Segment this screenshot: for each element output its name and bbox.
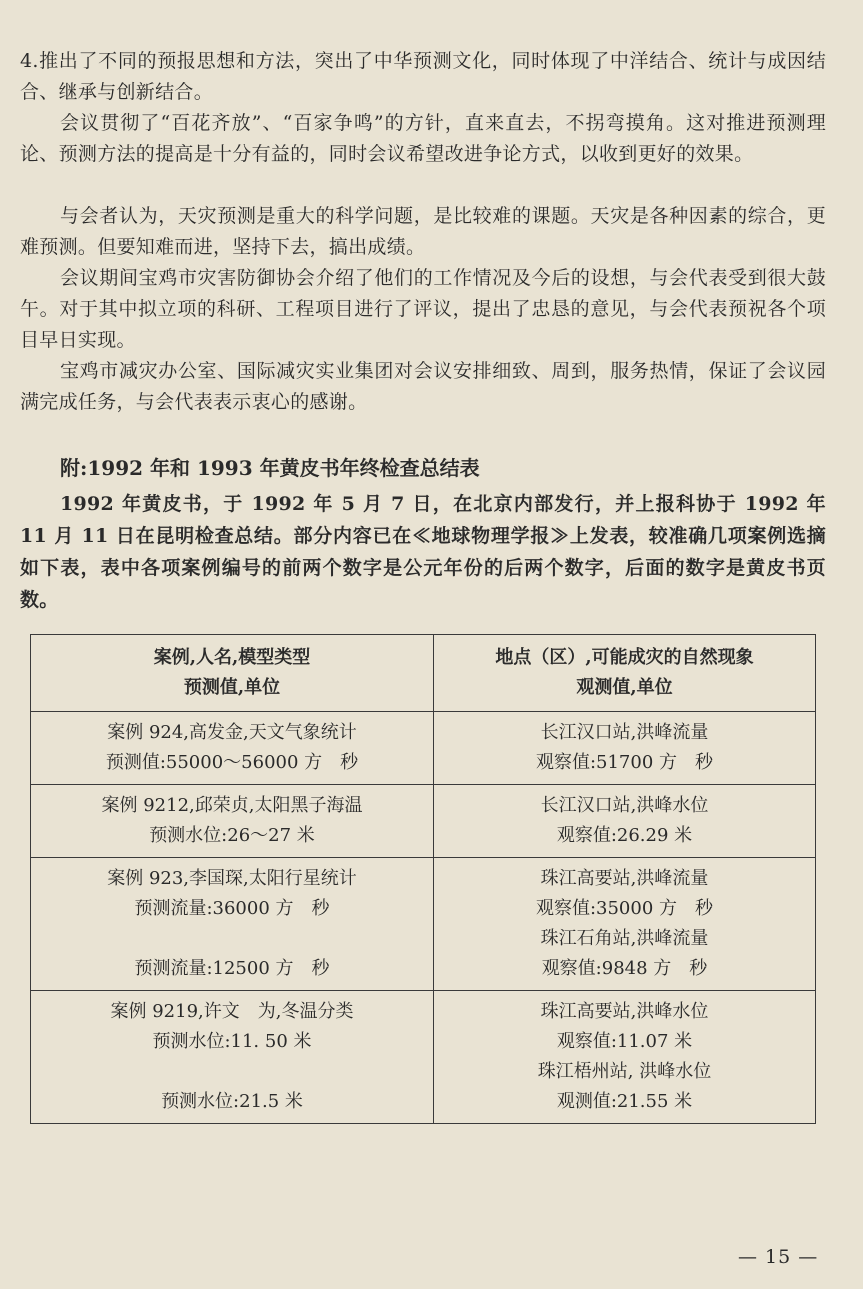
- cell-observed-9219: [434, 991, 816, 1124]
- cell-line: 观测值:21.55 米: [556, 1091, 693, 1112]
- cell-line: 珠江高要站,洪峰水位: [540, 1001, 709, 1022]
- cell-line: 案例 9212,邱荣贞,太阳黑子海温: [101, 795, 363, 816]
- page-number: — 15 —: [738, 1246, 819, 1268]
- header-right-line: 观测值,单位: [576, 677, 673, 698]
- cell-observed-9212: [434, 785, 816, 858]
- paragraph-thanks: 宝鸡市减灾办公室、国际减灾实业集团对会议安排细致、周到，服务热情，保证了会议园满完成任务，与会代表表示衷心的感谢。: [20, 360, 826, 413]
- table-header-row: [31, 635, 816, 712]
- cell-case-923: [31, 858, 434, 991]
- cell-case-9219: [31, 991, 434, 1124]
- cell-observed-923: [434, 858, 816, 991]
- paragraph-policy: 会议贯彻了“百花齐放”、“百家争鸣”的方针，直来直去，不拐弯摸角。这对推进预测理论、预测方法的提高是十分有益的，同时会议希望改进争论方式，以收到更好的效果。: [20, 112, 826, 165]
- cell-line: 观察值:9848 方 秒: [541, 958, 708, 979]
- paragraph-point-4: 4.推出了不同的预报思想和方法，突出了中华预测文化，同时体现了中洋结合、统计与成因结合、继承与创新结合。: [20, 50, 826, 103]
- cell-line: 珠江梧州站, 洪峰水位: [537, 1061, 712, 1082]
- summary-paragraph: 1992 年黄皮书，于 1992 年 5 月 7 日，在北京内部发行，并上报科协于 1992 年 11 月 11 日在昆明检查总结。部分内容已在≪地球物理学报≫上发表，较准确几项案例选摘如下表，表中各项案例编号的前两个数字是公元年份的后两个数字，后面的数字是黄皮书页数。: [20, 493, 826, 611]
- cell-line: 预测值:55000～56000 方 秒: [105, 752, 359, 773]
- cell-line: 观察值:51700 方 秒: [535, 752, 714, 773]
- cell-line: 观察值:26.29 米: [556, 825, 693, 846]
- cell-case-924: [31, 712, 434, 785]
- cell-line: 珠江高要站,洪峰流量: [540, 868, 709, 889]
- cell-spacer: [35, 1057, 429, 1087]
- cell-line: 观察值:11.07 米: [556, 1031, 693, 1052]
- cell-line: 预测水位:21.5 米: [161, 1091, 303, 1112]
- header-left-line: 预测值,单位: [183, 677, 281, 698]
- cell-line: 观察值:35000 方 秒: [535, 898, 714, 919]
- header-case-forecast: [31, 635, 434, 712]
- cell-observed-924: [434, 712, 816, 785]
- cell-line: 长江汉口站,洪峰水位: [540, 795, 709, 816]
- cell-line: 预测水位:26～27 米: [149, 825, 315, 846]
- header-location-observed: [434, 635, 816, 712]
- paragraph-prediction-view: 与会者认为，天灾预测是重大的科学问题，是比较难的课题。天灾是各种因素的综合，更难预测。但要知难而进，坚持下去，搞出成绩。: [20, 205, 826, 258]
- table-row: [31, 785, 816, 858]
- cell-line: 案例 924,高发金,天文气象统计: [107, 722, 357, 743]
- cell-line: 长江汉口站,洪峰流量: [540, 722, 709, 743]
- cell-line: 预测水位:11. 50 米: [152, 1031, 312, 1052]
- cell-line: 预测流量:36000 方 秒: [134, 898, 330, 919]
- header-right-line: 地点（区）,可能成灾的自然现象: [495, 647, 754, 668]
- appendix-heading: 附:1992 年和 1993 年黄皮书年终检查总结表: [60, 456, 480, 480]
- results-table: [30, 634, 816, 1124]
- cell-line: 预测流量:12500 方 秒: [134, 958, 330, 979]
- cell-line: 案例 9219,许文 为,冬温分类: [110, 1001, 354, 1022]
- table-row: [31, 858, 816, 991]
- paragraph-baoji-association: 会议期间宝鸡市灾害防御协会介绍了他们的工作情况及今后的设想，与会代表受到很大鼓午。对于其中拟立项的科研、工程项目进行了评议，提出了忠恳的意见，与会代表预祝各个项目早日实现。: [20, 267, 826, 351]
- header-left-line: 案例,人名,模型类型: [153, 647, 311, 668]
- table-row: [31, 991, 816, 1124]
- cell-line: 珠江石角站,洪峰流量: [540, 928, 709, 949]
- cell-line: 案例 923,李国琛,太阳行星统计: [107, 868, 357, 889]
- cell-case-9212: [31, 785, 434, 858]
- table-row: [31, 712, 816, 785]
- cell-spacer: [35, 924, 429, 954]
